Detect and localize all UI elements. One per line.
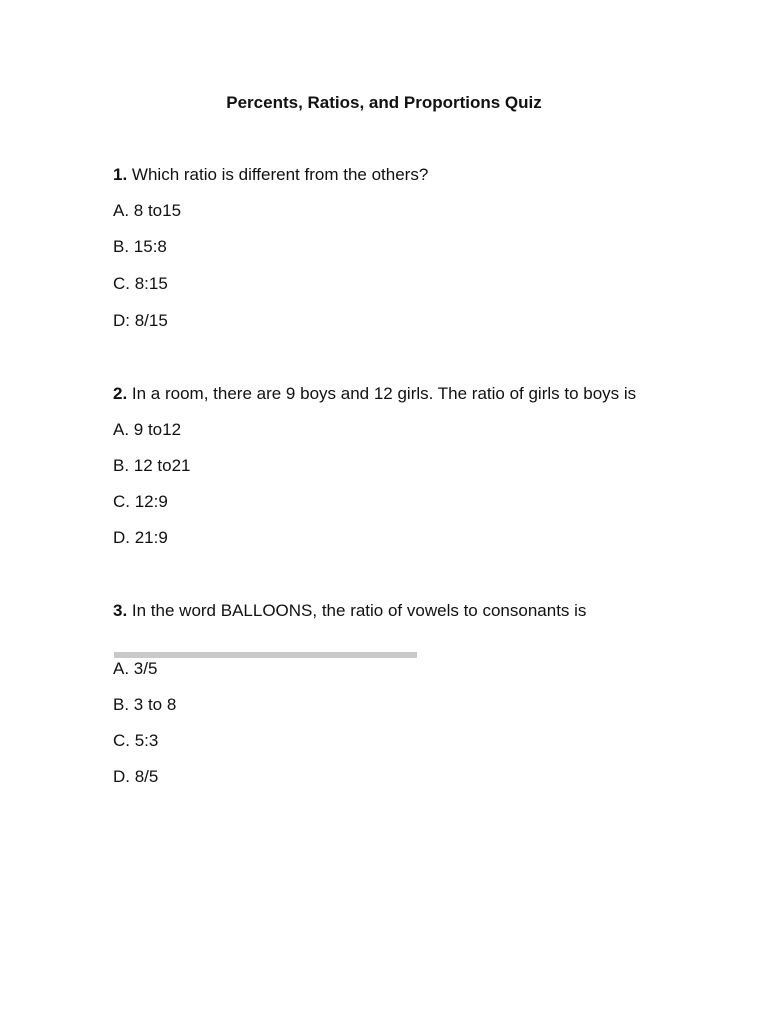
question-2-option-d: D. 21:9 <box>113 528 168 547</box>
question-3-option-a: A. 3/5 <box>113 659 158 678</box>
question-1-option-c: C. 8:15 <box>113 274 168 293</box>
horizontal-divider <box>114 652 417 658</box>
question-number: 2. <box>113 384 128 403</box>
question-text: In the word BALLOONS, the ratio of vowels to consonants is <box>127 601 587 620</box>
question-text: In a room, there are 9 boys and 12 girls. The ratio of girls to boys is <box>127 384 637 403</box>
question-2-option-a: A. 9 to12 <box>113 420 182 439</box>
question-1-option-a: A. 8 to15 <box>113 201 182 220</box>
question-3-option-c: C. 5:3 <box>113 731 159 750</box>
question-1-option-d: D: 8/15 <box>113 311 168 330</box>
question-2-option-b: B. 12 to21 <box>113 456 191 475</box>
question-3-option-b: B. 3 to 8 <box>113 695 177 714</box>
question-text: Which ratio is different from the others? <box>127 165 429 184</box>
question-2-option-c: C. 12:9 <box>113 492 168 511</box>
question-2 <box>113 384 636 404</box>
question-number: 1. <box>113 165 128 184</box>
question-1-option-b: B. 15:8 <box>113 237 167 256</box>
question-3 <box>113 601 586 621</box>
question-3-option-d: D. 8/5 <box>113 767 159 786</box>
question-1 <box>113 165 428 185</box>
question-number: 3. <box>113 601 128 620</box>
page-title: Percents, Ratios, and Proportions Quiz <box>226 93 542 112</box>
